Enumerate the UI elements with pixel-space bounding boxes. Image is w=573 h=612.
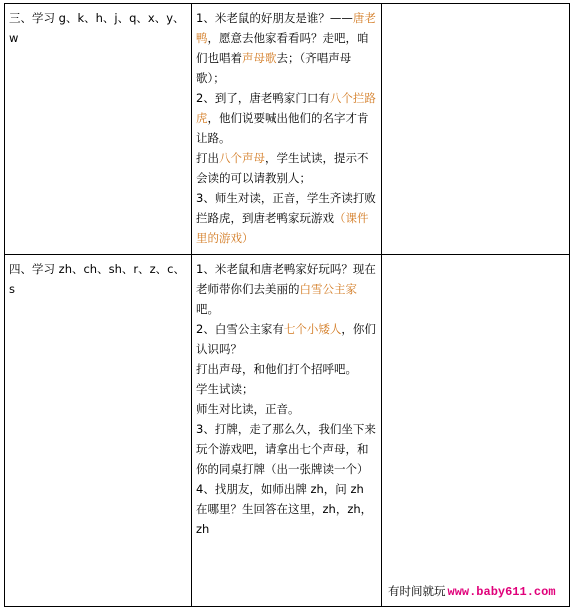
paragraph-text: 1、米老鼠的好朋友是谁？—— xyxy=(196,11,353,25)
notes-cell xyxy=(382,255,570,607)
paragraph-text: 打出 xyxy=(196,151,219,165)
activity-paragraph xyxy=(196,148,377,188)
lesson-plan-table xyxy=(4,3,570,607)
activity-paragraph xyxy=(196,399,377,419)
activity-paragraph xyxy=(196,319,377,359)
activity-cell xyxy=(192,255,382,607)
step-heading-cell xyxy=(5,255,192,607)
watermark-url: www.baby611.com xyxy=(447,585,556,599)
highlighted-text: 唐老鸭 xyxy=(196,11,376,45)
activity-paragraph xyxy=(196,379,377,399)
paragraph-text: 4、找朋友，如师出牌 zh，问 zh 在哪里？生回答在这里，zh，zh，zh xyxy=(196,482,373,536)
table-row xyxy=(5,4,570,255)
highlighted-text: 七个小矮人 xyxy=(283,322,342,336)
paragraph-text: ，学生试读，提示不会读的可以请教别人； xyxy=(196,151,369,185)
paragraph-text: 2、白雪公主家有 xyxy=(196,322,284,336)
paragraph-text: 3、打牌，走了那么久，我们坐下来玩个游戏吧，请拿出七个声母，和你的同桌打牌（出一张牌读一个） xyxy=(196,422,376,476)
paragraph-text: ，愿意去他家看看吗？走吧，咱们也唱着 xyxy=(196,31,369,65)
paragraph-text: 3、师生对读，正音，学生齐读打败拦路虎，到唐老鸭家玩游戏 xyxy=(196,191,376,225)
table-row xyxy=(5,255,570,607)
paragraph-text: 去；（齐唱声母歌）； xyxy=(196,51,352,85)
activity-paragraph xyxy=(196,259,377,319)
activity-cell xyxy=(192,4,382,255)
highlighted-text: 声母歌 xyxy=(242,51,277,65)
paragraph-text: ，他们说要喊出他们的名字才肯让路。 xyxy=(196,111,369,145)
activity-paragraph xyxy=(196,359,377,379)
step-heading: 三、学习 g、k、h、j、q、x、y、w xyxy=(9,11,185,45)
highlighted-text: （课件里的游戏） xyxy=(196,211,369,245)
activity-paragraph xyxy=(196,188,377,248)
paragraph-text: 学生试读； xyxy=(196,382,254,396)
activity-paragraph xyxy=(196,8,377,88)
paragraph-text: 师生对比读，正音。 xyxy=(196,402,300,416)
highlighted-text: 八个声母 xyxy=(219,151,265,165)
activity-paragraph xyxy=(196,88,377,148)
paragraph-text: 1、米老鼠和唐老鸭家好玩吗？现在老师带你们去美丽的 xyxy=(196,262,376,296)
notes-cell xyxy=(382,4,570,255)
highlighted-text: 白雪公主家 xyxy=(299,282,357,296)
paragraph-text: 吧。 xyxy=(196,302,219,316)
paragraph-text: 2、到了，唐老鸭家门口有 xyxy=(196,91,330,105)
activity-paragraph xyxy=(196,479,377,539)
paragraph-text: ，你们认识吗？ xyxy=(196,322,376,356)
step-heading: 四、学习 zh、ch、sh、r、z、c、s xyxy=(9,262,185,296)
footnote-text: 有时间就玩 xyxy=(388,584,446,598)
step-heading-cell xyxy=(5,4,192,255)
paragraph-text: 打出声母，和他们打个招呼吧。 xyxy=(196,362,357,376)
activity-paragraph xyxy=(196,419,377,479)
footnote xyxy=(388,581,556,602)
highlighted-text: 八个拦路虎 xyxy=(196,91,376,125)
